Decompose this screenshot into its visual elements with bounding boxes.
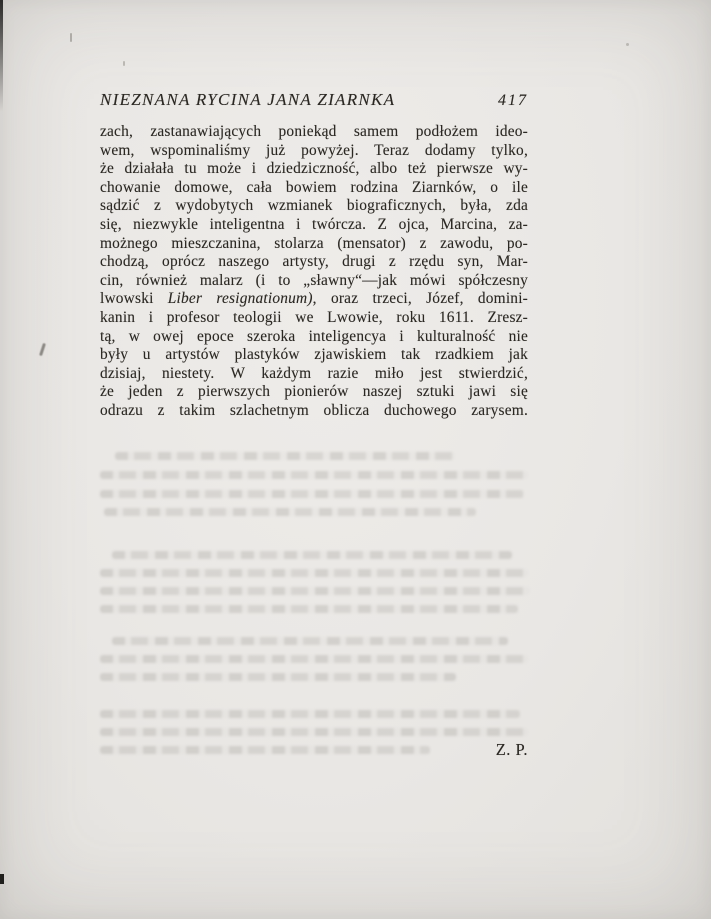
text-segment: , oraz trzeci, Józef, domini-	[312, 290, 529, 308]
header-title: NIEZNANA RYCINA JANA ZIARNKA	[100, 90, 396, 109]
text-line: tą, w owej epoce szeroka inteligencya i kulturalność nie	[100, 327, 528, 345]
text-line: że jeden z pierwszych pionierów naszej sztuki jawi się	[100, 383, 528, 401]
text-line: cin, również malarz (i to „sławny“—jak mówi spółczesny	[100, 271, 528, 289]
text-segment: lwowski	[100, 290, 168, 308]
body-paragraph	[100, 123, 528, 421]
text-line: możnego mieszczanina, stolarza (mensator) z zawodu, po-	[100, 234, 528, 252]
ink-speck	[70, 33, 72, 42]
text-line: się, niezwykle inteligentna i twórcza. Z ojca, Marcina, za-	[100, 215, 528, 233]
bleed-through-line	[100, 471, 528, 479]
bleed-through-line	[100, 605, 518, 613]
text-line: chowanie domowe, cała bowiem rodzina Ziarnków, o ile	[100, 178, 528, 196]
bleed-through-line	[100, 490, 524, 498]
text-line: zach, zastanawiających poniekąd samem podłożem ideo-	[100, 123, 528, 140]
running-header	[100, 90, 528, 110]
bleed-through-line	[112, 551, 512, 559]
text-line: wem, wspominaliśmy już powyżej. Teraz dodamy tylko,	[100, 141, 528, 159]
bleed-through-line	[100, 728, 528, 736]
text-line: dzisiaj, niestety. W każdym razie miło jest stwierdzić,	[100, 364, 528, 382]
author-initials: Z. P.	[495, 740, 528, 759]
italic-book-title: Liber resignationum)	[167, 290, 313, 308]
bleed-through-line	[104, 508, 476, 516]
bleed-through-line	[115, 452, 455, 460]
bleed-through-line	[100, 746, 430, 754]
page-edge-shadow	[0, 874, 4, 884]
text-line: odrazu z takim szlachetnym oblicza duchowego zarysem.	[100, 401, 528, 419]
text-line: były u artystów plastyków zjawiskiem tak rzadkiem jak	[100, 346, 528, 364]
page-number: 417	[498, 92, 528, 109]
text-line: że działała tu może i dziedziczność, albo też pierwsze wy-	[100, 160, 528, 178]
page-edge-shadow	[0, 0, 3, 112]
text-line: sądzić z wydobytych wzmianek biograficznych, była, zda	[100, 197, 528, 215]
ink-speck	[123, 61, 125, 66]
bleed-through-line	[100, 587, 530, 595]
bleed-through-line	[100, 569, 528, 577]
ink-stroke-mark	[39, 343, 46, 356]
text-line: kanin i profesor teologii we Lwowie, roku 1611. Zresz-	[100, 308, 528, 326]
text-line: chodzą, oprócz naszego artysty, drugi z rzędu syn, Mar-	[100, 253, 528, 271]
bleed-through-line	[100, 710, 520, 718]
bleed-through-line	[112, 637, 508, 645]
text-line	[100, 290, 528, 309]
bleed-through-line	[100, 655, 528, 663]
ink-speck	[626, 43, 629, 46]
bleed-through-line	[100, 673, 456, 681]
